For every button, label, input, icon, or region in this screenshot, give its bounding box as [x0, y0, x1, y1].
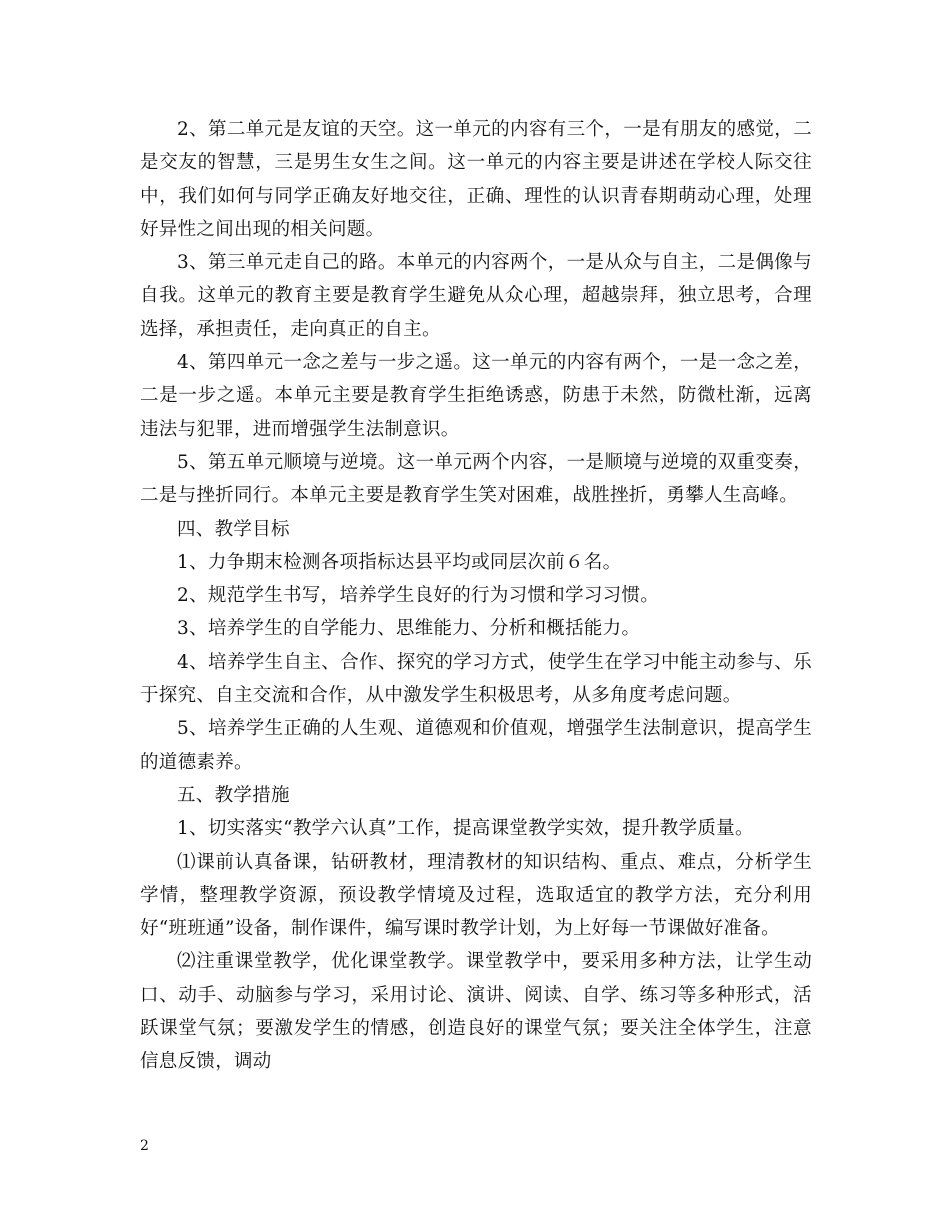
goal-item-4: 4、培养学生自主、合作、探究的学习方式，使学生在学习中能主动参与、乐于探究、自主交流和合作，从中激发学生积极思考，从多角度考虑问题。 — [140, 651, 812, 707]
measure-subitem-1: ⑴课前认真备课，钻研教材，理清教材的知识结构、重点、难点，分析学生学情，整理教学资源，预设教学情境及过程，选取适宜的教学方法，充分利用好“班班通”设备，制作课件，编写课时教学计划，为上好每一节课做好准备。 — [140, 851, 812, 940]
document-body — [140, 113, 812, 1079]
goal-item-1: 1、力争期末检测各项指标达县平均或同层次前６名。 — [177, 551, 622, 573]
goal-item-3: 3、培养学生的自学能力、思维能力、分析和概括能力。 — [177, 618, 641, 640]
paragraph-unit-four: 4、第四单元一念之差与一步之遥。这一单元的内容有两个，一是一念之差，二是一步之遥。本单元主要是教育学生拒绝诱惑，防患于未然，防微杜渐，远离违法与犯罪，进而增强学生法制意识。 — [140, 352, 812, 440]
section-heading-teaching-measures: 五、教学措施 — [177, 784, 290, 806]
goal-item-5: 5、培养学生正确的人生观、道德观和价值观，增强学生法制意识，提高学生的道德素养。 — [140, 718, 812, 773]
page-number: 2 — [140, 1138, 149, 1154]
paragraph-unit-three: 3、第三单元走自己的路。本单元的内容两个，一是从众与自主，二是偶像与自我。这单元的教育主要是教育学生避免从众心理，超越崇拜，独立思考，合理选择，承担责任，走向真正的自主。 — [140, 252, 812, 340]
measure-item-1: 1、切实落实“教学六认真”工作，提高课堂教学实效，提升教学质量。 — [177, 818, 754, 840]
measure-subitem-2: ⑵注重课堂教学，优化课堂教学。课堂教学中，要采用多种方法，让学生动口、动手、动脑参与学习，采用讨论、演讲、阅读、自学、练习等多种形式，活跃课堂气氛；要激发学生的情感，创造良好的课堂气氛；要关注全体学生，注意信息反馈，调动 — [140, 951, 812, 1073]
section-heading-teaching-goals: 四、教学目标 — [177, 518, 290, 540]
goal-item-2: 2、规范学生书写，培养学生良好的行为习惯和学习习惯。 — [177, 585, 660, 607]
paragraph-unit-five: 5、第五单元顺境与逆境。这一单元两个内容，一是顺境与逆境的双重变奏，二是与挫折同行。本单元主要是教育学生笑对困难，战胜挫折，勇攀人生高峰。 — [140, 451, 812, 507]
paragraph-unit-two: 2、第二单元是友谊的天空。这一单元的内容有三个，一是有朋友的感觉，二是交友的智慧，三是男生女生之间。这一单元的内容主要是讲述在学校人际交往中，我们如何与同学正确友好地交往，正确、理性的认识青春期萌动心理，处理好异性之间出现的相关问题。 — [140, 119, 812, 240]
